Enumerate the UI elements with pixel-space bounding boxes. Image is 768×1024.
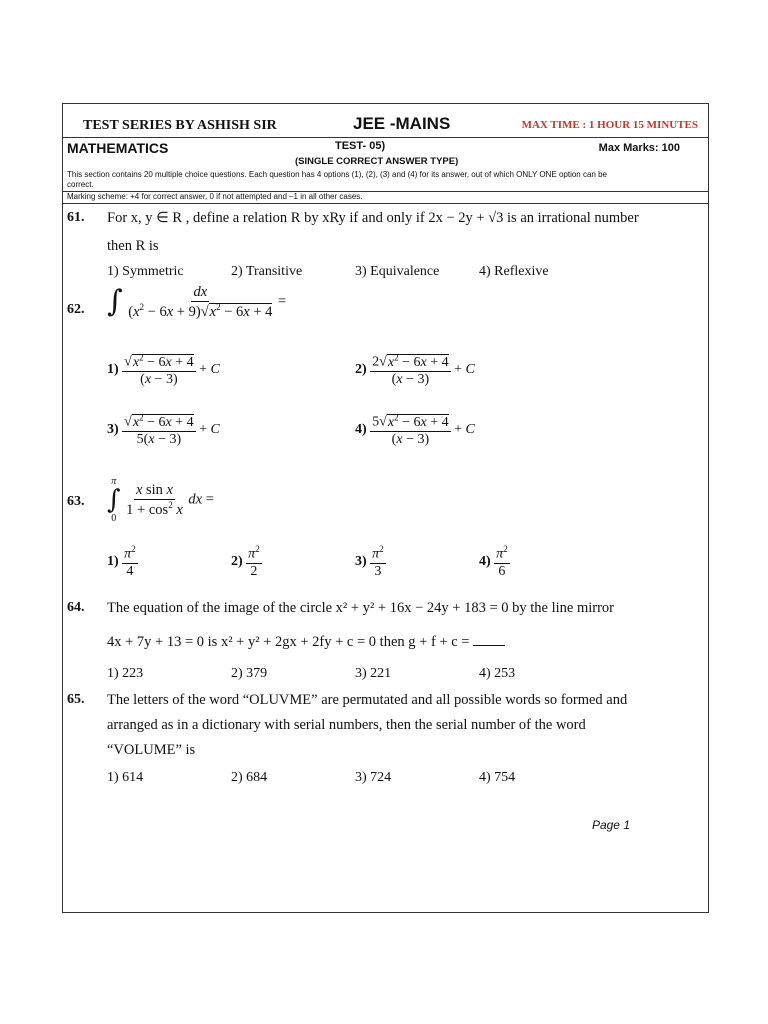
instruction-line-1: This section contains 20 multiple choice questions. Each question has 4 options (1), (2), (3) and (4) for its answer, out of which ONLY ONE option can be xyxy=(67,170,607,179)
question-number: 64. xyxy=(67,600,85,615)
instruction-line-2: correct. xyxy=(67,180,94,189)
page-frame xyxy=(62,103,709,913)
integral-expression: ∫ $\frac{dx}{(x^2 - 6x + 9)√x^2 - 6x + 4}$ = xyxy=(107,284,287,320)
header-divider xyxy=(63,137,708,138)
option-1: 1) $\frac{\pi^2}{4}$ xyxy=(107,544,136,579)
option-3: 3) 221 xyxy=(355,666,392,681)
option-2: 2) $\frac{\pi^2}{2}$ xyxy=(231,544,260,579)
question-number: 62. xyxy=(67,302,85,317)
test-series-title: TEST SERIES BY ASHISH SIR xyxy=(83,118,277,133)
question-text: then R is xyxy=(107,238,159,254)
option-4: 4) Reflexive xyxy=(479,264,549,279)
question-number: 63. xyxy=(67,494,85,509)
option-2: 2) 379 xyxy=(231,666,268,681)
test-number: TEST- 05) xyxy=(335,140,386,152)
question-text-inline: 4x + 7y + 13 = 0 is x² + y² + 2gx + 2fy + c = 0 then g + f + c = xyxy=(107,634,470,650)
question-number: 61. xyxy=(67,210,85,225)
marking-divider xyxy=(63,203,708,204)
question-text: The letters of the word “OLUVME” are permutated and all possible words so formed and xyxy=(107,692,628,708)
question-text xyxy=(107,634,505,651)
option-4: 4) $\frac{\pi^2}{6}$ xyxy=(479,544,508,579)
integral-expression: π ∫ 0 $\frac{\text{x sin x}}{1 + \cos^2 x}$ dx = xyxy=(107,476,214,524)
option-3: 3) 724 xyxy=(355,770,392,785)
option-1: 1) Symmetric xyxy=(107,264,184,279)
option-3: 3) Equivalence xyxy=(355,264,440,279)
answer-type: (SINGLE CORRECT ANSWER TYPE) xyxy=(295,156,459,167)
option-4: 4) 754 xyxy=(479,770,516,785)
option-3: 3) $\frac{\pi^2}{3}$ xyxy=(355,544,384,579)
exam-title: JEE -MAINS xyxy=(353,114,451,133)
question-text: “VOLUME” is xyxy=(107,742,196,758)
max-marks: Max Marks: 100 xyxy=(598,142,680,154)
option-1: 1) 614 xyxy=(107,770,144,785)
option-2: 2) Transitive xyxy=(231,264,303,279)
page-number: Page 1 xyxy=(591,818,630,832)
option-3: 3) $\frac{√x^2 - 6x + 4}{5(x - 3)}$ + C xyxy=(107,412,220,447)
option-1: 1) 223 xyxy=(107,666,144,681)
question-text: For x, y ∈ R , define a relation R by xRy if and only if 2x − 2y + √3 is an irrational number xyxy=(107,210,639,226)
question-text: The equation of the image of the circle x² + y² + 16x − 24y + 183 = 0 by the line mirror xyxy=(107,600,615,616)
answer-blank xyxy=(473,645,505,646)
option-2: 2) $\frac{2√x^2 - 6x + 4}{(x - 3)}$ + C xyxy=(355,352,475,387)
option-4: 4) 253 xyxy=(479,666,516,681)
option-1: 1) $\frac{√x^2 - 6x + 4}{(x - 3)}$ + C xyxy=(107,352,220,387)
option-2: 2) 684 xyxy=(231,770,268,785)
subject-title: MATHEMATICS xyxy=(67,140,169,156)
question-text: arranged as in a dictionary with serial numbers, then the serial number of the word xyxy=(107,717,586,733)
marking-scheme: Marking scheme: +4 for correct answer, 0 if not attempted and –1 in all other cases. xyxy=(67,192,363,201)
question-number: 65. xyxy=(67,692,85,707)
option-4: 4) $\frac{5√x^2 - 6x + 4}{(x - 3)}$ + C xyxy=(355,412,475,447)
max-time: MAX TIME : 1 HOUR 15 MINUTES xyxy=(521,119,698,131)
